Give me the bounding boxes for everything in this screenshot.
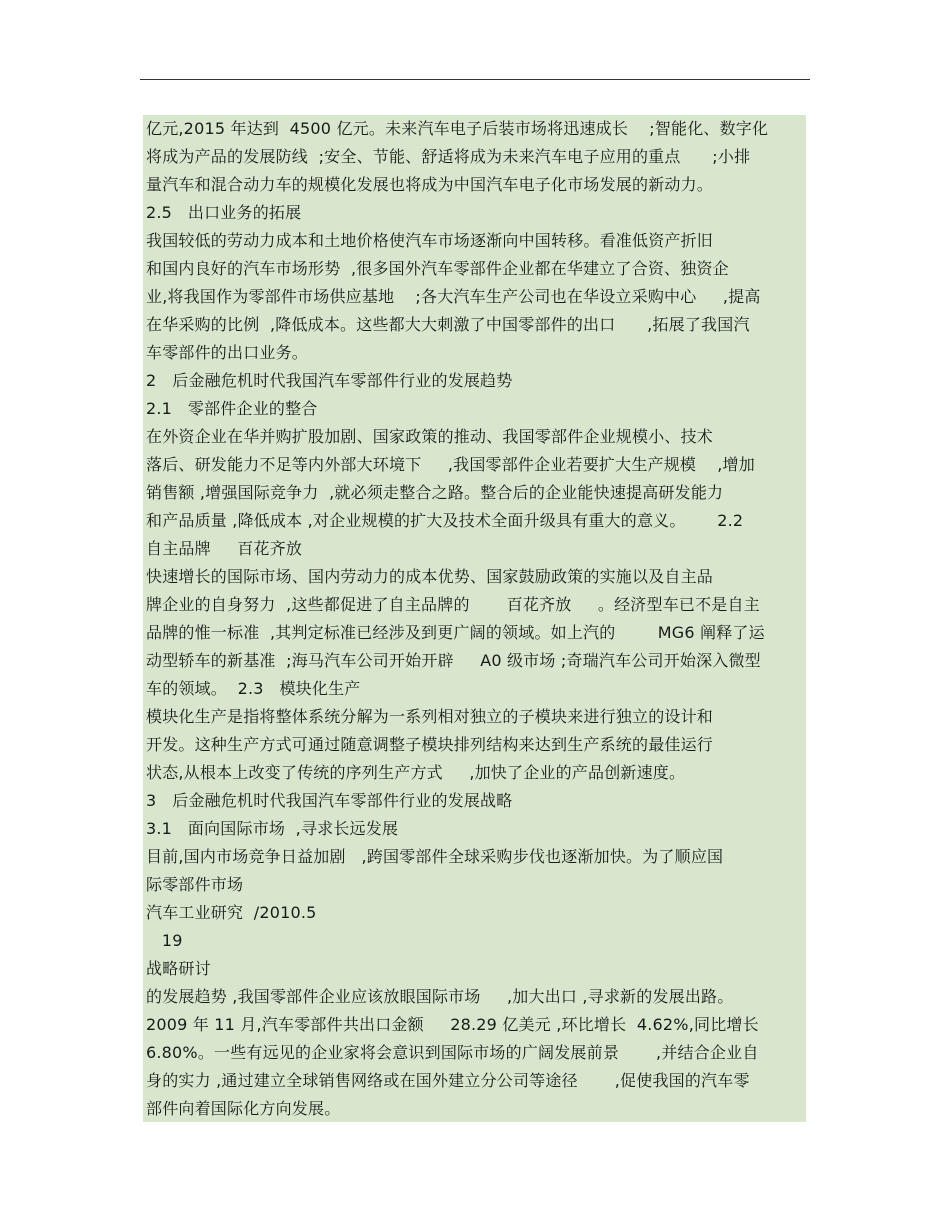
text-line: 动型轿车的新基准 ;海马汽车公司开始开辟 A0 级市场 ;奇瑞汽车公司开始深入微型 (146, 651, 761, 670)
text-line: 快速增长的国际市场、国内劳动力的成本优势、国家鼓励政策的实施以及自主品 (146, 567, 714, 586)
text-line: 2009 年 11 月,汽车零部件共出口金额 28.29 亿美元 ,环比增长 4.62%,同比增长 (146, 1015, 759, 1034)
text-line: 和产品质量 ,降低成本 ,对企业规模的扩大及技术全面升级具有重大的意义。 2.2 (146, 511, 744, 530)
text-line: 的发展趋势 ,我国零部件企业应该放眼国际市场 ,加大出口 ,寻求新的发展出路。 (146, 987, 734, 1006)
text-line: 目前,国内市场竞争日益加剧 ,跨国零部件全球采购步伐也逐渐加快。为了顺应国 (146, 847, 724, 866)
section-heading: 2 后金融危机时代我国汽车零部件行业的发展趋势 (146, 371, 513, 390)
highlighted-text-block (143, 115, 806, 1122)
text-line: 6.80%。一些有远见的企业家将会意识到国际市场的广阔发展前景 ,并结合企业自 (146, 1043, 759, 1062)
text-line: 在华采购的比例 ,降低成本。这些都大大刺激了中国零部件的出口 ,拓展了我国汽 (146, 315, 750, 334)
text-line: 量汽车和混合动力车的规模化发展也将成为中国汽车电子化市场发展的新动力。 (146, 175, 714, 194)
text-line: 亿元,2015 年达到 4500 亿元。未来汽车电子后装市场将迅速成长 ;智能化、数字化 (146, 119, 769, 138)
text-line: 状态,从根本上改变了传统的序列生产方式 ,加快了企业的产品创新速度。 (146, 763, 686, 782)
journal-footer: 汽车工业研究 /2010.5 (146, 903, 317, 922)
section-heading: 2.1 零部件企业的整合 (146, 399, 318, 418)
text-line: 车的领域。 2.3 模块化生产 (146, 679, 361, 698)
text-line: 我国较低的劳动力成本和土地价格使汽车市场逐渐向中国转移。看准低资产折旧 (146, 231, 714, 250)
header-rule (140, 79, 810, 80)
text-line: 和国内良好的汽车市场形势 ,很多国外汽车零部件企业都在华建立了合资、独资企 (146, 259, 729, 278)
section-heading: 2.5 出口业务的拓展 (146, 203, 302, 222)
column-label: 战略研讨 (146, 959, 211, 978)
text-line: 销售额 ,增强国际竞争力 ,就必须走整合之路。整合后的企业能快速提高研发能力 (146, 483, 724, 502)
text-line: 车零部件的出口业务。 (146, 343, 309, 362)
text-line: 业,将我国作为零部件市场供应基地 ;各大汽车生产公司也在华设立采购中心 ,提高 (146, 287, 761, 306)
text-line: 品牌的惟一标准 ,其判定标准已经涉及到更广阔的领域。如上汽的 MG6 阐释了运 (146, 623, 765, 642)
text-line: 模块化生产是指将整体系统分解为一系列相对独立的子模块来进行独立的设计和 (146, 707, 714, 726)
text-line: 际零部件市场 (146, 875, 244, 894)
section-heading: 3.1 面向国际市场 ,寻求长远发展 (146, 819, 399, 838)
section-heading: 3 后金融危机时代我国汽车零部件行业的发展战略 (146, 791, 513, 810)
text-line: 落后、研发能力不足等内外部大环境下 ,我国零部件企业若要扩大生产规模 ,增加 (146, 455, 755, 474)
text-line: 将成为产品的发展防线 ;安全、节能、舒适将成为未来汽车电子应用的重点 ;小排 (146, 147, 751, 166)
page-number: 19 (146, 931, 183, 950)
text-line: 部件向着国际化方向发展。 (146, 1099, 341, 1118)
text-line: 身的实力 ,通过建立全球销售网络或在国外建立分公司等途径 ,促使我国的汽车零 (146, 1071, 750, 1090)
section-heading: 自主品牌 百花齐放 (146, 539, 303, 558)
text-line: 牌企业的自身努力 ,这些都促进了自主品牌的 百花齐放 。经济型车已不是自主 (146, 595, 760, 614)
text-line: 开发。这种生产方式可通过随意调整子模块排列结构来达到生产系统的最佳运行 (146, 735, 714, 754)
text-line: 在外资企业在华并购扩股加剧、国家政策的推动、我国零部件企业规模小、技术 (146, 427, 714, 446)
